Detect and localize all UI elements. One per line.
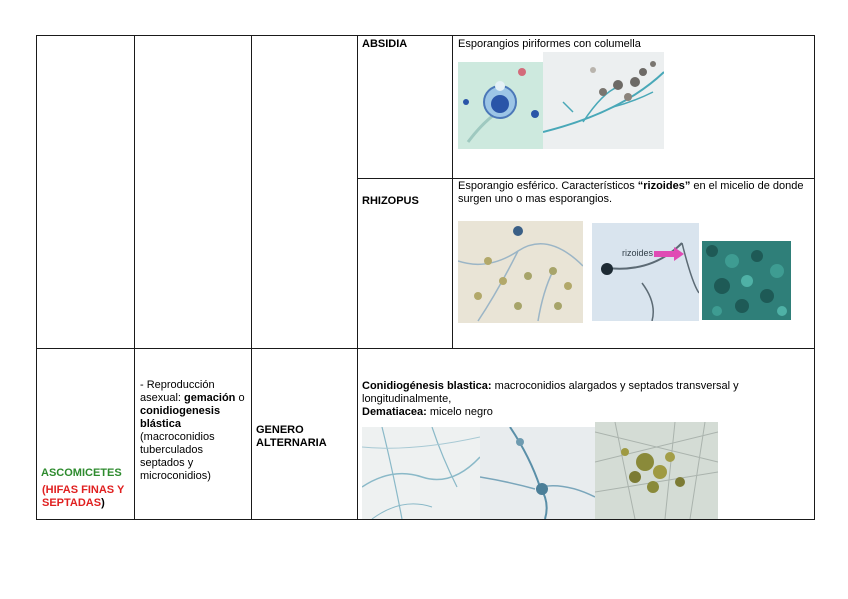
- genus-name-absidia: ABSIDIA: [362, 38, 408, 50]
- genus-name-rhizopus: RHIZOPUS: [362, 195, 419, 207]
- alternaria-micrograph-2: [480, 427, 595, 519]
- rizoides-label: rizoides: [622, 248, 654, 258]
- table-border-top: [36, 35, 815, 36]
- column-divider-3: [357, 35, 358, 520]
- alternaria-micrograph-1: [362, 427, 480, 519]
- group-name-ascomicetes: ASCOMICETES: [41, 467, 122, 479]
- alternaria-details: Conidiogénesis blastica: macroconidios alargados y septados transversal y longitudinalmente, Dematiacea: micelo negro: [362, 380, 739, 418]
- genus-name-alternaria: GENERO ALTERNARIA: [256, 424, 327, 449]
- group-subtitle: (HIFAS FINAS Y SEPTADAS): [42, 484, 125, 509]
- alternaria-micrograph-3: [595, 422, 718, 519]
- rhizopus-description: Esporangio esférico. Característicos “rizoides” en el micelio de donde surgen uno o mas esporangios.: [458, 180, 804, 205]
- table-border-bottom: [36, 519, 815, 520]
- row-divider-absidia-rhizopus: [357, 178, 815, 179]
- table-border-right: [814, 35, 815, 520]
- absidia-micrograph-2: [543, 52, 664, 149]
- column-divider-1: [134, 35, 135, 520]
- rhizopus-micrograph-2: [592, 223, 699, 321]
- rhizopus-micrograph-3: [702, 241, 791, 320]
- column-divider-2: [251, 35, 252, 520]
- rhizopus-micrograph-1: [458, 221, 583, 323]
- column-divider-4: [452, 35, 453, 349]
- row-divider-main: [36, 348, 815, 349]
- table-border-left: [36, 35, 37, 520]
- absidia-description: Esporangios piriformes con columella: [458, 38, 641, 50]
- absidia-micrograph-1: [458, 62, 543, 149]
- reproduction-text: - Reproducción asexual: gemación o conidiogenesis blástica (macroconidios tuberculados septados y microconidios): [140, 379, 245, 482]
